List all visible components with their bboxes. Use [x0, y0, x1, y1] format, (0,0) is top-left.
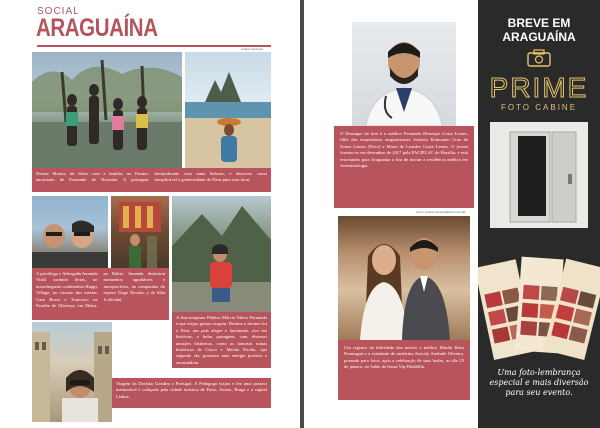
caption-couple: Um registro da felicidade dos noivos o médico Murilo Brito Paranaguá e a estudante de medicina Aracely Andrade Oliveira, posando para fotos, após a celebração de suas bodas, no dia 25 de janeiro, no Salão de festas Vip Filadélfia. [338, 340, 470, 400]
photo-credit-middle: Fotos: Arquivo Pessoal/Pedro Arruda [416, 210, 466, 214]
section-title: ARAGUAÍNA [36, 14, 158, 42]
ad-panel [478, 0, 600, 428]
photo-group-lake [32, 52, 182, 168]
photo-booth-image [490, 122, 588, 228]
ad-brand: PRIME [489, 72, 589, 103]
caption-amanda: A psicóloga e Advogada Amanda Vidal curtindo férias, no aconchegante condomínio Happy Village, no circuito dos mesmo Casa Brava e Trancoso, na Paraíba de Olivença, em Ilhéus, na Bahia. Amanda desfrutou momentos agradáveis e inesquecíveis, na companhia do esposo Tiago Nicolas, e da filha Lolóvidal. [32, 268, 169, 320]
ad-slogan-line1: Uma foto-lembrança [497, 368, 581, 377]
section-label: SOCIAL [37, 6, 80, 17]
ad-headline-line2: ARAGUAÍNA [502, 30, 576, 44]
camera-icon [478, 49, 600, 67]
ad-headline [478, 16, 600, 44]
ad-slogan [478, 368, 600, 398]
ad-slogan-line2: especial e mais diversão [489, 378, 589, 387]
caption-doctor: O Destaque da foto é o médico Fernando Henrique Costa Lemes, filho dos empresários araguainenses Antônio Raimundo Cruz de Souza Lemes (Neco) e Maria de Lourdes Costa Lemes. O jovem formou-se em dezembro de 2017 pela FACIPLAC de Brasília, e está retornando para Araguaína a fim de iniciar a residência médica em Anestesiologia. [334, 126, 474, 208]
photo-strips-image [478, 250, 600, 362]
photo-porto [32, 322, 112, 422]
photo-couple [338, 216, 470, 340]
photo-couple-selfie [32, 196, 108, 268]
photo-doctor [352, 22, 456, 126]
caption-portugal: Viagem da Doriska Gondim a Portugal. A Pedagoga viajou e fez uma passeio memorável e cobiçado pela cidade turística de Porto, Aveiro, Braga e a capital Lisboa. [112, 378, 271, 408]
photo-peru [172, 196, 271, 312]
photo-statue [111, 196, 169, 268]
ad-headline-line1: BREVE EM [507, 16, 571, 30]
photo-credit: Arquivo Pessoal [241, 47, 263, 51]
caption-peru: A fisioterapeuta Pública Márcia Valero Fernando e que viajou gastou viagem. Destino o destino foi o Peru, um país alegre e fascinante, rico em histórias, e belas paisagens, com diversos atrações históricas, como as famosas ruínas históricas de Cusco e Machu Picchu, que segundo ela, possuem uma energia positiva e encantadora. [172, 312, 271, 368]
ad-brand-sub: FOTO CABINE [500, 103, 578, 112]
caption-noronha: Denise Morais, de férias com a família, no Paraíso encantado de Fernando de Noronha. A paisagem deslumbrante com tanto belezas, e descreve como inexplicável a generosidade de Deus para esse local. [32, 168, 271, 192]
photo-noronha-beach [185, 52, 271, 168]
ad-slogan-line3: para seu evento. [505, 388, 573, 397]
section-rule [37, 45, 271, 47]
